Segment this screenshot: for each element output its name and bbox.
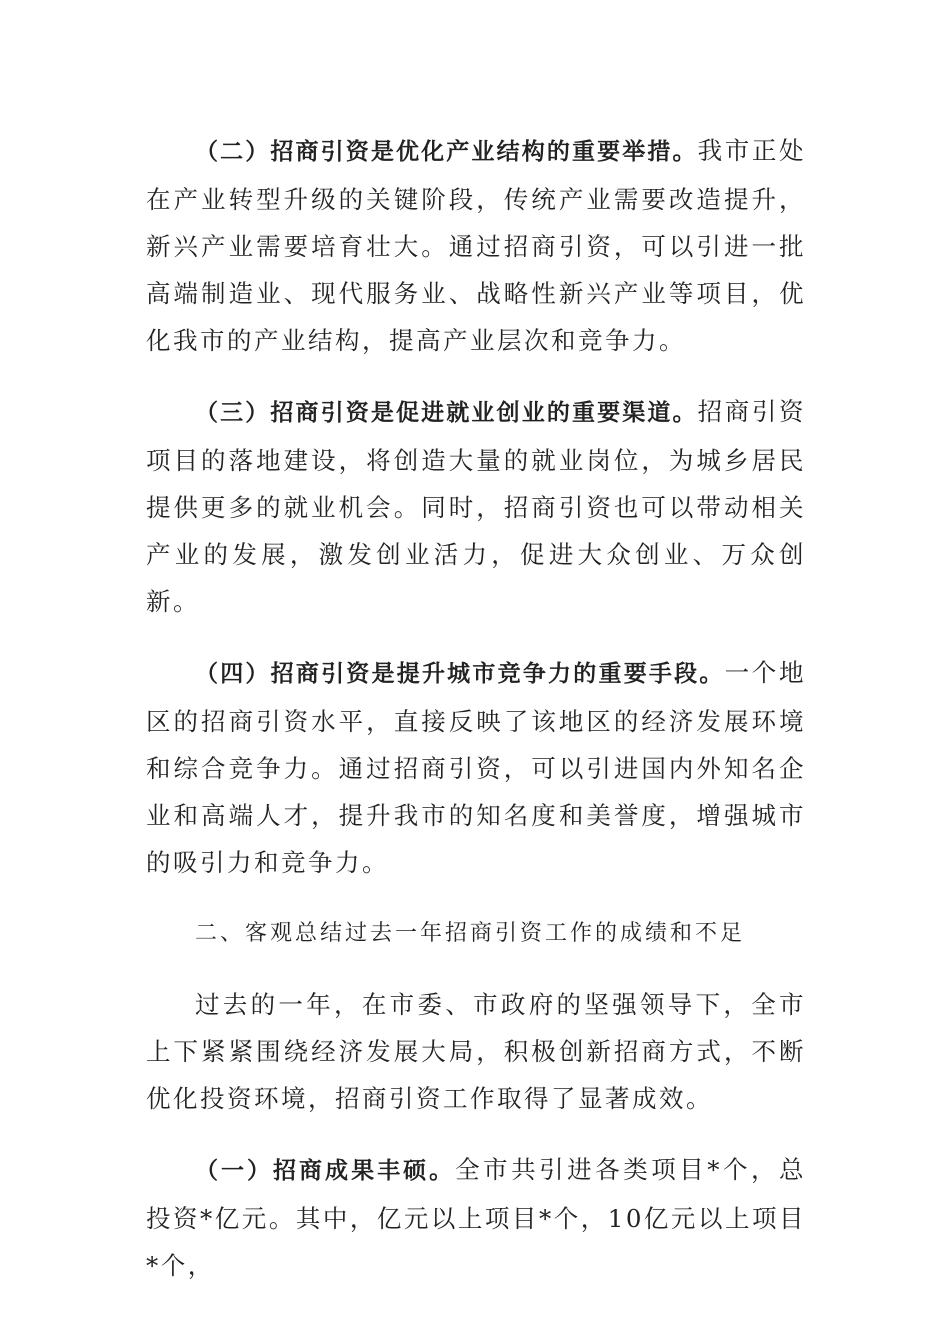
paragraph-industrial-structure xyxy=(146,127,806,364)
paragraph-summary xyxy=(146,981,806,1122)
section-heading: 二、客观总结过去一年招商引资工作的成绩和不足 xyxy=(195,921,746,946)
paragraph-text: 全市共引进各类项目*个，总投资*亿元。其中，亿元以上项目*个，10亿元以上项目*个， xyxy=(146,1155,807,1280)
paragraph-text: 过去的一年，在市委、市政府的坚强领导下，全市上下紧紧围绕经济发展大局，积极创新招商方式，不断优化投资环境，招商引资工作取得了显著成效。 xyxy=(146,990,806,1113)
paragraph-lead: （三）招商引资是促进就业创业的重要渠道。 xyxy=(195,400,698,426)
paragraph-text: 我市正处在产业转型升级的关键阶段，传统产业需要改造提升，新兴产业需要培育壮大。通过招商引资，可以引进一批高端制造业、现代服务业、战略性新兴产业等项目，优化我市的产业结构，提高产业层次和竞争力。 xyxy=(146,136,807,355)
paragraph-lead: （一）招商成果丰硕。 xyxy=(195,1158,456,1184)
document-body xyxy=(146,127,806,1313)
paragraph-competitiveness xyxy=(146,649,806,886)
paragraph-employment xyxy=(146,388,806,625)
paragraph-achievements xyxy=(146,1146,806,1289)
paragraph-lead: （二）招商引资是优化产业结构的重要举措。 xyxy=(195,139,698,165)
paragraph-text: 一个地区的招商引资水平，直接反映了该地区的经济发展环境和综合竞争力。通过招商引资，可以引进国内外知名企业和高端人才，提升我市的知名度和美誉度，增强城市的吸引力和竞争力。 xyxy=(146,658,807,877)
paragraph-text: 招商引资项目的落地建设，将创造大量的就业岗位，为城乡居民提供更多的就业机会。同时，招商引资也可以带动相关产业的发展，激发创业活力，促进大众创业、万众创新。 xyxy=(146,397,807,616)
paragraph-lead: （四）招商引资是提升城市竞争力的重要手段。 xyxy=(195,661,725,687)
